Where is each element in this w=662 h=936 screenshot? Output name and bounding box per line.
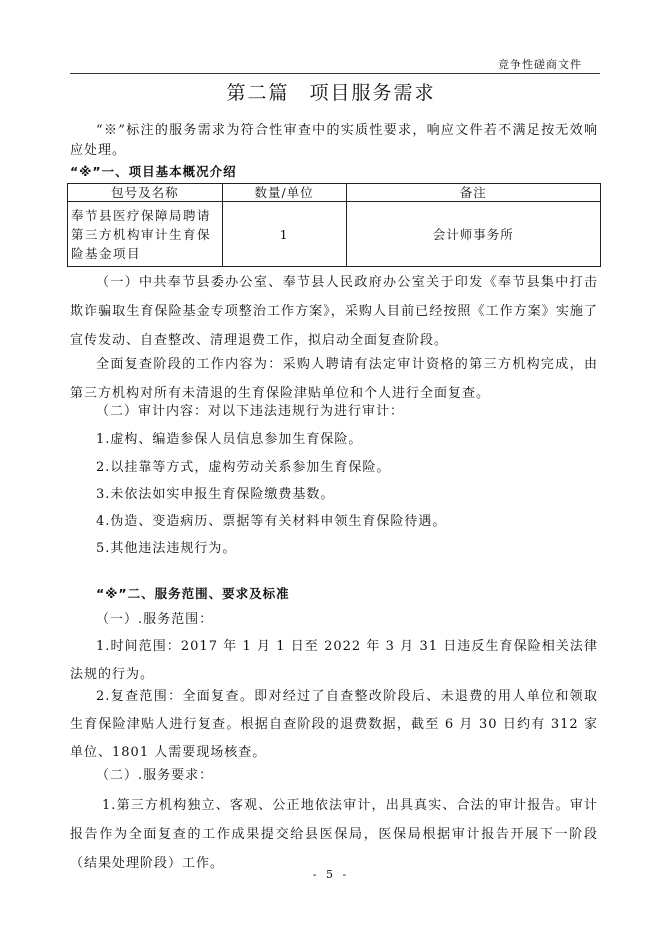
paragraph-s1-1: 全面复查阶段的工作内容为：采购人聘请有法定审计资格的第三方机构完成，由第三方机构对所有未清退的生育保险津贴单位和个人进行全面复查。 bbox=[70, 357, 598, 401]
paragraph-s2-1: 1.时间范围：2017 年 1 月 1 日至 2022 年 3 月 31 日违反生育保险相关法律法规的行为。 bbox=[70, 639, 598, 682]
title-part: 第二篇 bbox=[226, 82, 290, 104]
header-doc-type: 竞争性磋商文件 bbox=[498, 58, 582, 71]
paragraph-s2-3: （二）.服务要求： bbox=[96, 768, 214, 783]
page-title bbox=[0, 78, 662, 105]
list-item: 4.伪造、变造病历、票据等有关材料申领生育保险待遇。 bbox=[96, 514, 447, 529]
table-header-cell: 数量/单位 bbox=[222, 184, 346, 202]
table-cell-quantity: 1 bbox=[222, 202, 346, 267]
page-number: - 5 - bbox=[312, 868, 350, 881]
paragraph-s1-0: （一）中共奉节县委办公室、奉节县人民政府办公室关于印发《奉节县集中打击欺诈骗取生育保险基金专项整治工作方案》，采购人目前已经按照《工作方案》实施了宣传发动、自查整改、清理退费工作，拟启动全面复查阶段。 bbox=[70, 275, 598, 348]
table-cell-name: 奉节县医疗保障局聘请第三方机构审计生育保险基金项目 bbox=[68, 202, 223, 267]
intro-paragraph: “※”标注的服务需求为符合性审查中的实质性要求，响应文件若不满足按无效响应处理。 bbox=[70, 123, 598, 158]
paragraph-s2-0: （一）.服务范围： bbox=[96, 612, 214, 627]
list-item: 5.其他违法违规行为。 bbox=[96, 541, 237, 556]
list-item: 3.未依法如实申报生育保险缴费基数。 bbox=[96, 487, 335, 502]
section1-heading: “※”一、项目基本概况介绍 bbox=[70, 164, 237, 179]
section2-heading: “※”二、服务范围、要求及标准 bbox=[96, 586, 290, 601]
table-row bbox=[68, 202, 601, 267]
paragraph-s2-4: 1.第三方机构独立、客观、公正地依法审计，出具真实、合法的审计报告。审计报告作为全面复查的工作成果提交给县医保局，医保局根据审计报告开展下一阶段（结果处理阶段）工作。 bbox=[70, 798, 598, 871]
table-header-row bbox=[68, 184, 601, 202]
paragraph-s2-2: 2.复查范围：全面复查。即对经过了自查整改阶段后、未退费的用人单位和领取生育保险津贴人进行复查。根据自查阶段的退费数据，截至 6 月 30 日约有 312 家单位、1801 人需要现场核查。 bbox=[70, 689, 598, 760]
header-rule bbox=[70, 73, 600, 74]
table-header-cell: 包号及名称 bbox=[68, 184, 223, 202]
list-item: 2.以挂靠等方式，虚构劳动关系参加生育保险。 bbox=[96, 460, 391, 475]
project-info-table bbox=[67, 183, 601, 267]
title-name: 项目服务需求 bbox=[309, 82, 436, 104]
list-item: 1.虚构、编造参保人员信息参加生育保险。 bbox=[96, 432, 363, 447]
table-cell-remark: 会计师事务所 bbox=[346, 202, 601, 267]
paragraph-s1-2: （二）审计内容：对以下违法违规行为进行审计： bbox=[96, 404, 405, 419]
table-header-cell: 备注 bbox=[346, 184, 601, 202]
